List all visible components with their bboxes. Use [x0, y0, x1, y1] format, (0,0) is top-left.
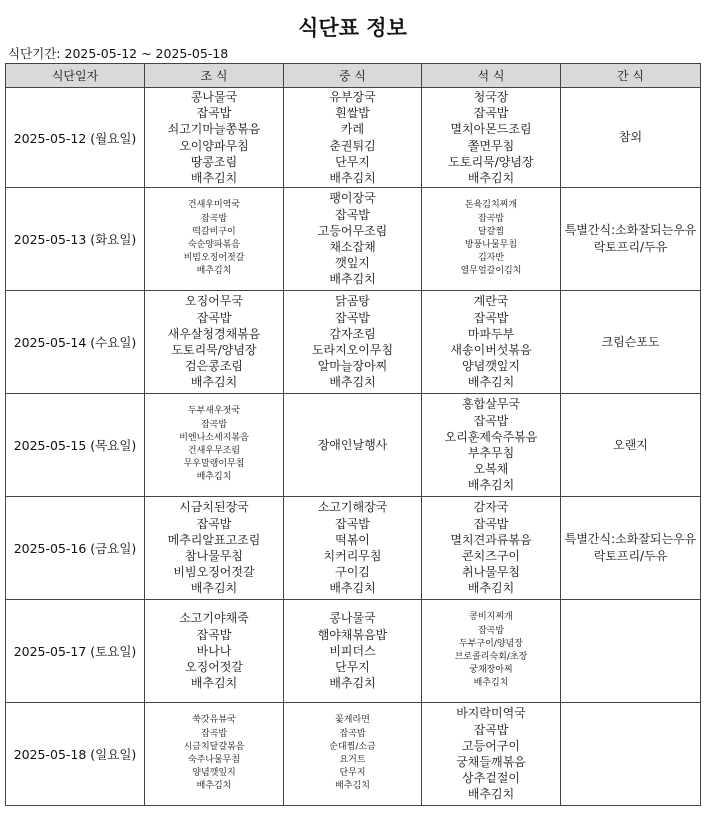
menu-item: 잡곡밥	[339, 728, 366, 739]
menu-item: 채소잡채	[329, 240, 376, 254]
lunch-cell	[284, 88, 422, 188]
menu-item: 쫄면무침	[467, 138, 515, 153]
menu-item: 고등어무조림	[317, 223, 388, 238]
header-breakfast: 조 식	[145, 64, 284, 88]
date-cell: 2025-05-15 (목요일)	[6, 394, 145, 497]
table-row	[6, 88, 701, 188]
date-cell: 2025-05-12 (월요일)	[6, 88, 145, 188]
lunch-cell	[284, 291, 422, 394]
lunch-cell	[284, 703, 422, 806]
dinner-cell	[422, 497, 561, 600]
menu-item: 치커리무침	[323, 549, 382, 563]
lunch-cell	[284, 394, 422, 497]
menu-item: 콩나물국	[329, 611, 376, 626]
menu-item: 콘치즈구이	[462, 549, 520, 563]
snack-cell	[561, 394, 701, 497]
breakfast-cell	[145, 88, 284, 188]
menu-item: 건새우무조림	[187, 446, 241, 456]
menu-item: 두부구이/양념장	[459, 638, 523, 649]
menu-item: 새송이버섯볶음	[450, 343, 532, 357]
date-cell: 2025-05-16 (금요일)	[6, 497, 145, 600]
table-row	[6, 600, 701, 703]
menu-item: 배추김치	[467, 170, 515, 185]
menu-item: 잡곡밥	[200, 213, 228, 224]
menu-item: 오복채	[473, 462, 509, 477]
meal-table	[5, 63, 701, 806]
menu-item: 배추김치	[329, 581, 376, 596]
menu-item: 달걀찜	[477, 226, 505, 237]
menu-item: 양념깻잎지	[192, 768, 236, 779]
menu-item: 오리훈제숙주볶음	[444, 429, 538, 444]
menu-item: 잡곡밥	[196, 310, 232, 325]
menu-item: 김자반	[477, 253, 505, 264]
menu-item: 잡곡밥	[196, 516, 232, 531]
menu-item: 잡곡밥	[473, 516, 509, 531]
header-date: 식단일자	[6, 64, 145, 88]
menu-item: 배추김치	[467, 581, 515, 596]
menu-item: 크림슨포도	[601, 334, 660, 349]
menu-item: 배추김치	[196, 781, 232, 792]
menu-item: 단무지	[335, 660, 370, 675]
menu-item: 배추김치	[467, 478, 515, 493]
menu-item: 잡곡밥	[196, 627, 232, 642]
menu-item: 특별간식:소화잘되는우유	[564, 532, 697, 546]
meal-period: 식단기간: 2025-05-12 ~ 2025-05-18	[8, 46, 229, 61]
menu-item: 오징어젓갈	[185, 660, 243, 675]
menu-item: 닭곰탕	[335, 294, 370, 309]
menu-item: 배추김치	[196, 472, 232, 483]
menu-item: 팽이장국	[329, 191, 376, 206]
menu-item: 순대찜/소금	[329, 741, 376, 752]
breakfast-cell	[145, 291, 284, 394]
menu-item: 단무지	[335, 154, 370, 169]
menu-item: 건새우미역국	[187, 200, 241, 211]
dinner-cell	[422, 394, 561, 497]
menu-item: 특별간식:소화잘되는우유	[564, 223, 697, 237]
menu-item: 고등어구이	[462, 738, 520, 753]
menu-item: 취나물무침	[462, 565, 520, 580]
menu-item: 시금치된장국	[179, 500, 249, 515]
menu-item: 멸치아몬드조림	[450, 122, 532, 137]
menu-item: 비피더스	[329, 643, 376, 658]
menu-item: 비빔오징어젓갈	[183, 253, 245, 264]
page-title: 식단표 정보	[298, 16, 407, 40]
menu-item: 참나물무침	[185, 549, 243, 563]
menu-item: 도토리묵/양념장	[448, 154, 534, 169]
dinner-cell	[422, 703, 561, 806]
menu-item: 감자조림	[329, 326, 376, 341]
menu-item: 잡곡밥	[335, 516, 370, 531]
menu-item: 바지락미역국	[456, 706, 526, 721]
menu-item: 배추김치	[329, 170, 376, 185]
menu-item: 잡곡밥	[477, 213, 505, 224]
menu-item: 오이양파무침	[179, 138, 249, 153]
menu-item: 감자국	[473, 500, 509, 515]
menu-item: 잡곡밥	[200, 419, 228, 430]
lunch-cell	[284, 188, 422, 291]
menu-item: 카레	[340, 122, 365, 137]
header-dinner: 석 식	[422, 64, 561, 88]
table-row	[6, 188, 701, 291]
breakfast-cell	[145, 188, 284, 291]
menu-item: 알마늘장아찌	[317, 359, 388, 374]
table-row	[6, 291, 701, 394]
menu-item: 락토프리/두유	[593, 549, 668, 563]
menu-item: 잡곡밥	[477, 625, 505, 636]
breakfast-cell	[145, 703, 284, 806]
menu-item: 콩비지찌개	[469, 612, 513, 623]
menu-item: 배추김치	[329, 676, 376, 691]
menu-item: 땅콩조림	[190, 154, 238, 169]
date-cell: 2025-05-14 (수요일)	[6, 291, 145, 394]
menu-item: 검은콩조림	[185, 359, 243, 374]
menu-item: 배추김치	[196, 266, 232, 277]
dinner-cell	[422, 600, 561, 703]
table-row	[6, 703, 701, 806]
menu-item: 양념깻잎지	[462, 359, 520, 374]
menu-item: 돈육김치찌개	[464, 200, 518, 211]
dinner-cell	[422, 188, 561, 291]
breakfast-cell	[145, 600, 284, 703]
menu-item: 깻잎지	[335, 256, 370, 271]
dinner-cell	[422, 88, 561, 188]
menu-item: 메추리알표고조림	[167, 532, 261, 547]
menu-item: 도토리묵/양념장	[171, 343, 257, 357]
menu-item: 단무지	[339, 768, 366, 779]
menu-item: 쑥갓유뷰국	[192, 715, 236, 726]
menu-item: 오랜지	[613, 437, 648, 452]
menu-item: 배추김치	[190, 170, 238, 185]
menu-item: 배추김치	[329, 375, 376, 390]
date-cell: 2025-05-18 (일요일)	[6, 703, 145, 806]
menu-item: 잡곡밥	[473, 413, 509, 428]
snack-cell	[561, 291, 701, 394]
menu-item: 떡갈비구이	[192, 226, 236, 237]
snack-cell	[561, 188, 701, 291]
menu-item: 배추김치	[473, 678, 509, 689]
menu-item: 청국장	[473, 89, 509, 104]
menu-item: 요거트	[339, 755, 366, 765]
menu-item: 홍합살무국	[462, 397, 520, 412]
menu-item: 궁채장아찌	[469, 665, 513, 676]
table-header-row	[6, 64, 701, 88]
snack-cell	[561, 600, 701, 703]
menu-item: 비엔나소세지볶음	[179, 432, 249, 443]
menu-item: 잡곡밥	[200, 728, 228, 739]
menu-item: 방풍나물무침	[464, 240, 518, 250]
menu-item: 콩나물국	[190, 89, 238, 104]
menu-item: 배추김치	[190, 375, 238, 390]
snack-cell	[561, 88, 701, 188]
menu-item: 비빔오징어젓갈	[173, 565, 255, 580]
menu-item: 두부새우젓국	[187, 406, 241, 417]
menu-item: 구이김	[335, 565, 370, 580]
menu-item: 잡곡밥	[196, 106, 232, 121]
menu-item: 꽃게라면	[335, 715, 370, 726]
menu-item: 잡곡밥	[473, 722, 509, 737]
menu-item: 춘권튀김	[329, 138, 376, 153]
menu-item: 숙순양파볶음	[187, 240, 241, 250]
menu-item: 무우말랭이무침	[183, 459, 245, 470]
table-row	[6, 497, 701, 600]
menu-item: 숙주나물무침	[187, 755, 241, 765]
menu-item: 락토프리/두유	[593, 240, 668, 254]
menu-item: 열무얼갈이김치	[460, 266, 522, 277]
table-row	[6, 394, 701, 497]
menu-item: 쇠고기마늘쫑볶음	[167, 122, 261, 137]
menu-item: 새우살청경채볶음	[167, 326, 261, 341]
menu-item: 마파두부	[467, 326, 515, 341]
date-cell: 2025-05-17 (토요일)	[6, 600, 145, 703]
lunch-cell	[284, 497, 422, 600]
menu-item: 궁채들깨볶음	[456, 755, 526, 769]
menu-item: 배추김치	[335, 781, 370, 792]
snack-cell	[561, 497, 701, 600]
menu-item: 배추김치	[329, 272, 376, 287]
menu-item: 배추김치	[190, 581, 238, 596]
menu-item: 소고기야채죽	[179, 611, 249, 626]
menu-item: 상추겉절이	[462, 771, 520, 786]
menu-item: 잡곡밥	[335, 207, 370, 222]
menu-item: 흰쌀밥	[335, 106, 370, 121]
menu-item: 장애인날행사	[317, 437, 388, 452]
menu-item: 계란국	[473, 294, 509, 309]
menu-item: 배추김치	[467, 787, 515, 802]
menu-item: 바나나	[196, 643, 232, 658]
menu-item: 잡곡밥	[473, 106, 509, 121]
date-cell: 2025-05-13 (화요일)	[6, 188, 145, 291]
menu-item: 오징어무국	[185, 294, 243, 309]
menu-item: 참외	[618, 130, 643, 144]
menu-item: 부추무침	[467, 446, 515, 460]
lunch-cell	[284, 600, 422, 703]
breakfast-cell	[145, 394, 284, 497]
menu-item: 멸치견과류볶음	[450, 532, 532, 547]
menu-item: 브로콜리숙회/초장	[454, 652, 528, 662]
menu-item: 잡곡밥	[335, 310, 370, 325]
menu-item: 배추김치	[190, 676, 238, 691]
breakfast-cell	[145, 497, 284, 600]
menu-item: 떡볶이	[335, 532, 370, 547]
snack-cell	[561, 703, 701, 806]
menu-item: 소고기해장국	[317, 500, 388, 515]
menu-item: 유부장국	[329, 89, 376, 104]
dinner-cell	[422, 291, 561, 394]
header-snack: 간 식	[561, 64, 701, 88]
menu-item: 잡곡밥	[473, 310, 509, 325]
header-lunch: 중 식	[284, 64, 422, 88]
menu-item: 시금치달걀볶음	[183, 741, 245, 752]
menu-item: 도라지오이무침	[311, 343, 394, 357]
menu-item: 햄야채볶음밥	[317, 627, 388, 642]
menu-item: 배추김치	[467, 375, 515, 390]
